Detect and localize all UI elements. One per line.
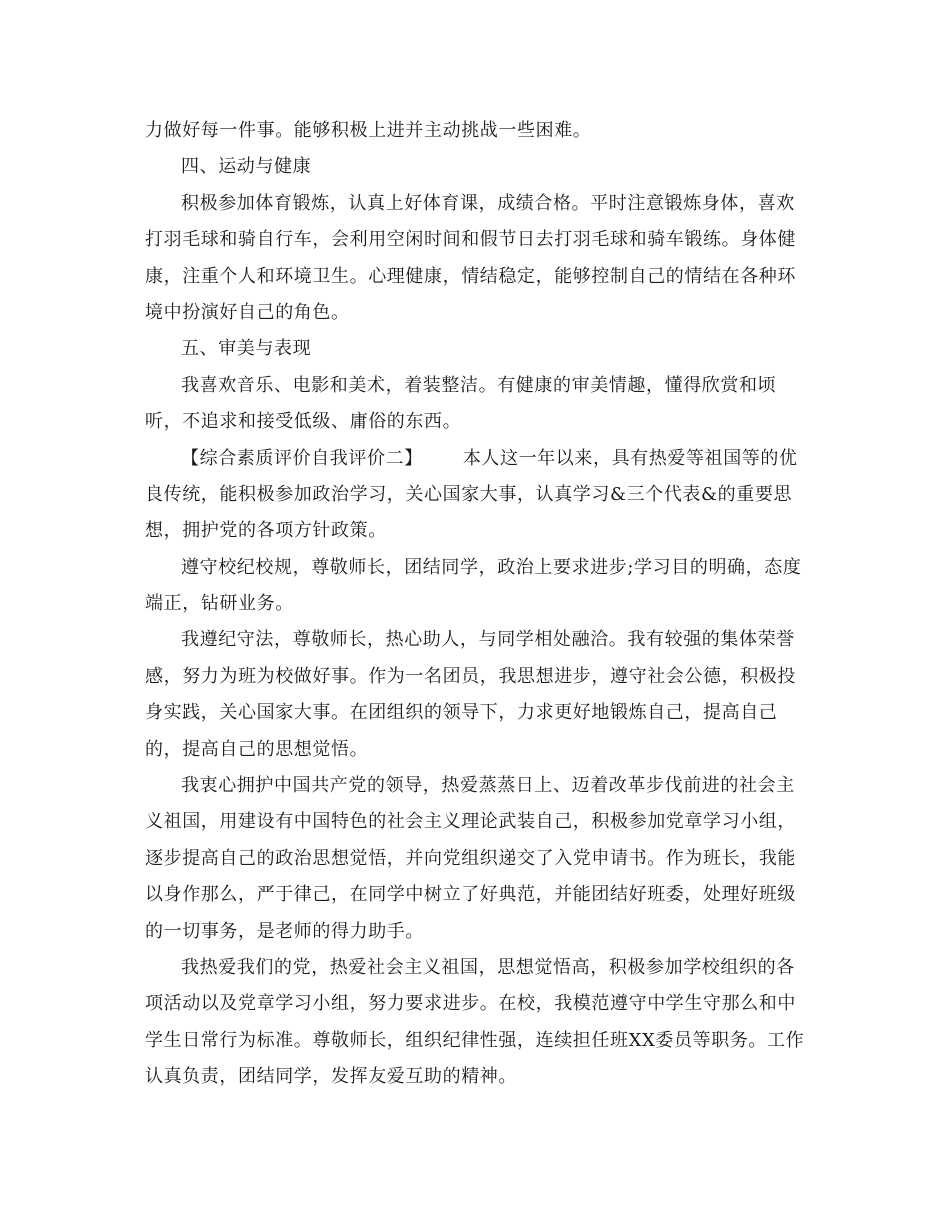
paragraph bbox=[145, 768, 810, 950]
text-line bbox=[145, 950, 810, 986]
line-text: 的一切事务，是老师的得力助手。 bbox=[145, 920, 424, 942]
text-line bbox=[145, 295, 810, 331]
paragraph bbox=[145, 368, 810, 441]
text-line bbox=[145, 259, 810, 295]
text-line bbox=[145, 732, 810, 768]
line-text: 五、审美与表现 bbox=[181, 338, 312, 360]
line-text: 我遵纪守法，尊敬师长，热心助人，与同学相处融洽。我有较强的集体荣誉 bbox=[181, 629, 795, 651]
line-text: 力做好每一件事。能够积极上进并主动挑战一些困难。 bbox=[145, 120, 592, 141]
paragraph bbox=[145, 950, 810, 1096]
text-line bbox=[145, 186, 810, 222]
text-line bbox=[145, 1059, 810, 1095]
line-text: 我热爱我们的党，热爱社会主义祖国，思想觉悟高，积极参加学校组织的各 bbox=[181, 956, 795, 978]
line-text: 打羽毛球和骑自行车，会利用空闲时间和假节日去打羽毛球和骑车锻练。身体健 bbox=[145, 229, 796, 251]
text-line bbox=[145, 622, 810, 658]
line-text: 我喜欢音乐、电影和美术，着装整洁。有健康的审美情趣，懂得欣赏和顷 bbox=[181, 374, 777, 396]
line-text: 逐步提高自己的政治思想觉悟，并向党组织递交了入党申请书。作为班长，我能 bbox=[145, 847, 796, 869]
line-text: 良传统，能积极参加政治学习，关心国家大事，认真学习&三个代表&的重要思 bbox=[145, 483, 793, 505]
paragraph bbox=[145, 186, 810, 332]
text-line bbox=[145, 768, 810, 804]
paragraph bbox=[145, 441, 810, 550]
text-line bbox=[145, 441, 810, 477]
line-text: 学生日常行为标准。尊敬师长，组织纪律性强，连续担任班XX委员等职务。工作 bbox=[145, 1029, 805, 1051]
section-heading bbox=[145, 331, 810, 367]
text-line bbox=[145, 659, 810, 695]
line-continuation-text: 本人这一年以来，具有热爱等祖国等的优 bbox=[462, 447, 798, 469]
paragraph bbox=[145, 113, 810, 149]
paragraph bbox=[145, 622, 810, 768]
line-text: 四、运动与健康 bbox=[181, 156, 312, 178]
text-line bbox=[145, 877, 810, 913]
section-heading bbox=[145, 149, 810, 185]
line-text: 感，努力为班为校做好事。作为一名团员，我思想进步，遵守社会公德，积极投 bbox=[145, 665, 796, 687]
text-line bbox=[145, 804, 810, 840]
line-text: 我衷心拥护中国共产党的领导，热爱蒸蒸日上、迈着改革步伐前进的社会主 bbox=[181, 775, 795, 797]
text-line bbox=[145, 149, 810, 185]
line-text: 认真负责，团结同学，发挥友爱互助的精神。 bbox=[145, 1066, 517, 1088]
text-line bbox=[145, 695, 810, 731]
line-text: 康，注重个人和环境卫生。心理健康，情结稳定，能够控制自己的情结在各种环 bbox=[145, 265, 796, 287]
document-body bbox=[145, 113, 810, 1096]
text-line bbox=[145, 222, 810, 258]
line-text: 义祖国，用建设有中国特色的社会主义理论武装自己，积极参加党章学习小组， bbox=[145, 811, 796, 833]
text-line bbox=[145, 550, 810, 586]
line-text: 端正，钻研业务。 bbox=[145, 593, 294, 615]
line-text: 遵守校纪校规，尊敬师长，团结同学，政治上要求进步;学习目的明确，态度 bbox=[181, 556, 802, 578]
line-text: 以身作那么，严于律己，在同学中树立了好典范，并能团结好班委，处理好班级 bbox=[145, 884, 796, 906]
text-line bbox=[145, 513, 810, 549]
text-line bbox=[145, 586, 810, 622]
text-line bbox=[145, 368, 810, 404]
text-line bbox=[145, 1023, 810, 1059]
text-line bbox=[145, 841, 810, 877]
text-line bbox=[145, 914, 810, 950]
line-text: 【综合素质评价自我评价二】 bbox=[181, 447, 423, 469]
text-line bbox=[145, 331, 810, 367]
text-line bbox=[145, 404, 810, 440]
line-text: 积极参加体育锻炼，认真上好体育课，成绩合格。平时注意锻炼身体，喜欢 bbox=[181, 192, 795, 214]
text-line bbox=[145, 477, 810, 513]
line-text: 身实践，关心国家大事。在团组织的领导下，力求更好地锻炼自己，提高自己 bbox=[145, 702, 778, 724]
line-text: 听，不追求和接受低级、庸俗的东西。 bbox=[145, 411, 462, 433]
text-line bbox=[145, 986, 810, 1022]
line-text: 想，拥护党的各项方针政策。 bbox=[145, 520, 387, 542]
line-text: 境中扮演好自己的角色。 bbox=[145, 301, 350, 323]
text-line bbox=[145, 113, 810, 149]
line-text: 项活动以及党章学习小组，努力要求进步。在校，我模范遵守中学生守那么和中 bbox=[145, 993, 796, 1015]
line-text: 的，提高自己的思想觉悟。 bbox=[145, 738, 369, 760]
paragraph bbox=[145, 550, 810, 623]
